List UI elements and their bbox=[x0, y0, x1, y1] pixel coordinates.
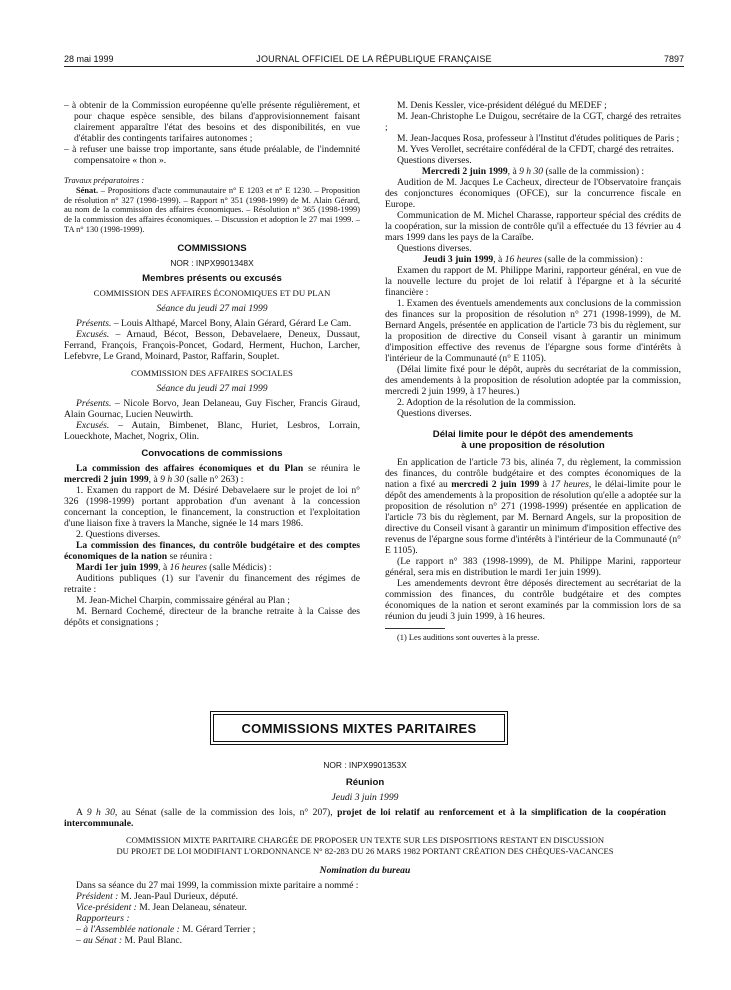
text-run: à bbox=[539, 479, 551, 490]
text-run: , à bbox=[507, 166, 520, 177]
travaux-senat: Sénat. bbox=[76, 185, 99, 195]
paragraph bbox=[64, 807, 666, 829]
convocations-title: Convocations de commissions bbox=[141, 447, 283, 459]
text-run: – au Sénat : bbox=[76, 935, 123, 946]
person-item: M. Bernard Cochemé, directeur de la branche retraite à la Caisse des dépôts et consignations ; bbox=[64, 605, 360, 628]
nor-code bbox=[64, 258, 360, 269]
text-run: , au Sénat (salle de la commission des lois, n° 207), bbox=[114, 807, 338, 818]
agenda-item: Auditions publiques (1) sur l'avenir du financement des régimes de retraite : bbox=[64, 572, 360, 595]
text-run: NOR : INPX9901348X bbox=[170, 257, 254, 268]
excuses-label: Excusés. bbox=[76, 328, 110, 340]
excuses-label: Excusés. bbox=[76, 419, 110, 431]
cmp-caps-line: DU PROJET DE LOI MODIFIANT L'ORDONNANCE N° 82-283 DU 26 MARS 1982 PORTANT CRÉATION DES CHÈQUES-VACANCES bbox=[116, 846, 614, 856]
text-run: En application de l'article 73 bis, alinéa 7, du règlement, la commission des finances, du contrôle budgétaire et des comptes économiques de la nation a fixé au bbox=[385, 457, 681, 490]
text-run: M. Jean Delaneau, sénateur. bbox=[136, 902, 247, 913]
text-run: 9 h 30 bbox=[519, 166, 544, 177]
text-run: 16 heures bbox=[504, 254, 542, 265]
agenda-item: Communication de M. Michel Charasse, rapporteur spécial des crédits de la coopération, sur la mission de contrôle qu'il a effectuée du 13 février au 4 mars 1999 dans les pays de la Caraïbe. bbox=[385, 210, 681, 243]
text-run: A bbox=[76, 807, 87, 818]
text-run: M. Paul Blanc. bbox=[122, 935, 183, 946]
text-run: 17 heures bbox=[550, 479, 589, 490]
paragraph bbox=[64, 329, 360, 362]
delai-paragraph: Les amendements devront être déposés directement au secrétariat de la commission des finances, du contrôle budgétaire et des comptes économiques de la nation et seront examinés par la commission lors de sa réunion du jeudi 3 juin 1999, à 16 heures. bbox=[385, 578, 681, 622]
nor-code: NOR : INPX9901353X bbox=[323, 760, 407, 770]
presents-label: Présents. bbox=[76, 397, 112, 409]
text-run: Vice-président : bbox=[76, 902, 137, 913]
text-run: projet de loi relatif au renforcement et à la simplification de la coopération intercommunale. bbox=[64, 807, 666, 829]
text-run: mercredi 2 juin 1999 bbox=[451, 479, 540, 490]
text-run: 9 h 30 bbox=[160, 473, 185, 485]
seance-date: Séance du jeudi 27 mai 1999 bbox=[156, 382, 268, 394]
agenda-item: Questions diverses. bbox=[397, 243, 472, 254]
text-run: Mardi 1er juin 1999 bbox=[76, 561, 159, 573]
cmp-section-box bbox=[213, 714, 505, 742]
text-run: , le délai-limite pour le dépôt des amendements à la proposition de résolution qu'elle a adoptée sur la proposition de résolution n° 271 (1998-1999) présentée en application de l'article 73 bis du règlement, par M. Bernard Angels, sur la proposition de directive du Conseil visant à garantir un minimum d'imposition effective des revenus de l'épargne sous forme d'intérêts à l'intérieur de la Communauté (n° E 1105). bbox=[385, 479, 681, 556]
text-run: La commission des finances, du contrôle budgétaire et des comptes économiques de la nation bbox=[64, 539, 360, 562]
paragraph bbox=[64, 935, 666, 946]
footnote-rule bbox=[385, 628, 445, 629]
delai-title: Délai limite pour le dépôt des amendements bbox=[432, 429, 634, 440]
text-run: La commission des affaires économiques et du Plan bbox=[76, 462, 304, 474]
person-item: M. Yves Verollet, secrétaire confédéral de la CFDT, chargé des retraites. bbox=[397, 144, 674, 155]
nomination-intro: Dans sa séance du 27 mai 1999, la commission mixte paritaire a nommé : bbox=[76, 880, 359, 891]
text-run: se réunira : bbox=[167, 550, 213, 562]
text-run: , à bbox=[493, 254, 505, 265]
agenda-item: Audition de M. Jacques Le Cacheux, directeur de l'Observatoire français des conjonctures économiques (OFCE), sur la concurrence fiscale en Europe. bbox=[385, 177, 681, 210]
paragraph bbox=[64, 463, 360, 485]
text-run: Président : bbox=[76, 891, 119, 902]
paragraph bbox=[64, 186, 360, 235]
presents-label: Présents. bbox=[76, 317, 112, 329]
paragraph bbox=[64, 891, 666, 902]
page-number: 7897 bbox=[663, 54, 684, 64]
right-column bbox=[385, 100, 681, 643]
text-run: (salle de la commission) : bbox=[543, 166, 645, 177]
travaux-label: Travaux préparatoires : bbox=[64, 176, 145, 185]
text-run: se réunira le bbox=[303, 462, 360, 474]
nomination-title: Nomination du bureau bbox=[319, 865, 411, 876]
agenda-item: 2. Adoption de la résolution de la commission. bbox=[397, 397, 576, 408]
text-run: 16 heures bbox=[169, 561, 207, 573]
presents-list: – Nicole Borvo, Jean Delaneau, Guy Fischer, Francis Giraud, Alain Gournac, Lucien Neuwirth. bbox=[64, 397, 360, 420]
text-run: (salle Médicis) : bbox=[206, 561, 272, 573]
paragraph bbox=[64, 902, 666, 913]
commission-name: COMMISSION DES AFFAIRES ÉCONOMIQUES ET DU PLAN bbox=[93, 287, 331, 298]
excuses-list: – Autain, Bimbenet, Blanc, Huriet, Lesbros, Lorrain, Loueckhote, Machet, Nogrix, Olin. bbox=[64, 419, 360, 442]
reunion-title: Réunion bbox=[345, 777, 385, 788]
paragraph bbox=[64, 420, 360, 442]
membres-title: Membres présents ou excusés bbox=[142, 272, 282, 284]
running-header bbox=[64, 54, 684, 66]
commission-name: COMMISSION DES AFFAIRES SOCIALES bbox=[131, 367, 293, 378]
meeting-heading bbox=[385, 166, 681, 177]
agenda-item: Questions diverses. bbox=[397, 408, 472, 419]
person-item: M. Jean-Jacques Rosa, professeur à l'Institut d'études politiques de Paris ; bbox=[397, 133, 680, 144]
paragraph bbox=[64, 562, 360, 573]
header-rule bbox=[64, 66, 684, 67]
list-item: – à obtenir de la Commission européenne qu'elle présente régulièrement, et pour chaque espèce sensible, des bilans d'approvisionnement faisant clairement apparaître l'état des besoins et des disponibilités, en vue d'établir des contingents tarifaires autonomes ; bbox=[64, 100, 360, 144]
footnote: (1) Les auditions sont ouvertes à la presse. bbox=[397, 633, 540, 642]
header-date: 28 mai 1999 bbox=[64, 54, 114, 64]
text-run: (salle de la commission) : bbox=[541, 254, 643, 265]
travaux-text: – Propositions d'acte communautaire n° E 1203 et n° E 1230. – Proposition de résolution n° 327 (1998-1999). – Rapport n° 351 (1998-1999) de M. Alain Gérard, au nom de la commission des affaires économiques. – Résolution n° 365 (1998-1999) de la commission des affaires économiques. – Discussion et adoption le 27 mai 1999. – TA n° 130 (1998-1999). bbox=[64, 185, 360, 234]
agenda-item: 2. Questions diverses. bbox=[76, 528, 161, 540]
text-run: M. Jean-Paul Durieux, député. bbox=[118, 891, 239, 902]
paragraph bbox=[385, 457, 681, 556]
paragraph bbox=[64, 318, 360, 329]
text-run: Mercredi 2 juin 1999 bbox=[421, 166, 508, 177]
cmp-caps-line: COMMISSION MIXTE PARITAIRE CHARGÉE DE PROPOSER UN TEXTE SUR LES DISPOSITIONS RESTANT EN DISCUSSION bbox=[125, 835, 605, 845]
agenda-item: Examen du rapport de M. Philippe Marini, rapporteur général, en vue de la nouvelle lecture du projet de loi relatif à l'épargne et à la sécurité financière : bbox=[385, 265, 681, 298]
cmp-section-title: COMMISSIONS MIXTES PARITAIRES bbox=[241, 720, 477, 736]
delai-paragraph: (Le rapport n° 383 (1998-1999), de M. Philippe Marini, rapporteur général, sera mis en distribution le mardi 1er juin 1999). bbox=[385, 556, 681, 578]
paragraph bbox=[64, 398, 360, 420]
agenda-item: Questions diverses. bbox=[397, 155, 472, 166]
excuses-list: – Arnaud, Bécot, Besson, Debavelaere, Deneux, Dussaut, Ferrand, François, François-Poncet, Godard, Herment, Huchon, Larcher, Lefebvre, Le Grand, Moinard, Pastor, Raffarin, Souplet. bbox=[64, 328, 360, 362]
paragraph bbox=[64, 540, 360, 562]
person-item: M. Denis Kessler, vice-président délégué du MEDEF ; bbox=[397, 100, 607, 111]
text-run: M. Gérard Terrier ; bbox=[179, 924, 256, 935]
delai-subtitle: à une proposition de résolution bbox=[461, 440, 605, 451]
left-column bbox=[64, 100, 360, 628]
text-run: 9 h 30 bbox=[86, 807, 115, 818]
agenda-item: (Délai limite fixé pour le dépôt, auprès du secrétariat de la commission, des amendements à la proposition de résolution adoptée par la commission, mercredi 2 juin 1999, à 17 heures.) bbox=[385, 364, 681, 397]
paragraph bbox=[64, 924, 666, 935]
list-item: – à refuser une baisse trop importante, sans étude préalable, de l'indemnité compensatoire « thon ». bbox=[64, 144, 360, 166]
seance-date: Séance du jeudi 27 mai 1999 bbox=[156, 302, 268, 314]
travaux-block bbox=[64, 176, 360, 235]
text-run: mercredi 2 juin 1999 bbox=[64, 473, 149, 485]
section-title-commissions: COMMISSIONS bbox=[177, 242, 247, 254]
reunion-date: Jeudi 3 juin 1999 bbox=[331, 792, 399, 803]
rapporteurs-label: Rapporteurs : bbox=[76, 913, 130, 924]
text-run: , à bbox=[158, 561, 170, 573]
person-item: M. Jean-Christophe Le Duigou, secrétaire de la CGT, chargé des retraites ; bbox=[385, 111, 681, 133]
presents-list: – Louis Althapé, Marcel Bony, Alain Gérard, Gérard Le Cam. bbox=[111, 317, 352, 329]
text-run: Jeudi 3 juin 1999 bbox=[423, 254, 494, 265]
text-run: (salle n° 263) : bbox=[184, 473, 244, 485]
agenda-item: 1. Examen des éventuels amendements aux conclusions de la commission des finances sur la proposition de résolution n° 271 (1998-1999), de M. Bernard Angels, présentée en application de l'article 73 bis du règlement, sur la proposition de directive du Conseil visant à garantir un minimum d'imposition effective des revenus de l'épargne sous forme d'intérêts à l'intérieur de la Communauté (n° E 1105). bbox=[385, 298, 681, 364]
meeting-heading bbox=[385, 254, 681, 265]
agenda-item: 1. Examen du rapport de M. Désiré Debavelaere sur le projet de loi n° 326 (1998-1999) portant approbation d'un avenant à la concession concernant la conception, le financement, la construction et l'exploitation d'une liaison fixe à travers la Manche, signée le 14 mars 1986. bbox=[64, 484, 360, 529]
text-run: , à bbox=[148, 473, 161, 485]
person-item: M. Jean-Michel Charpin, commissaire général au Plan ; bbox=[76, 594, 290, 606]
cmp-section bbox=[64, 760, 666, 946]
journal-title: JOURNAL OFFICIEL DE LA RÉPUBLIQUE FRANÇAISE bbox=[256, 54, 492, 64]
text-run: – à l'Assemblée nationale : bbox=[76, 924, 180, 935]
